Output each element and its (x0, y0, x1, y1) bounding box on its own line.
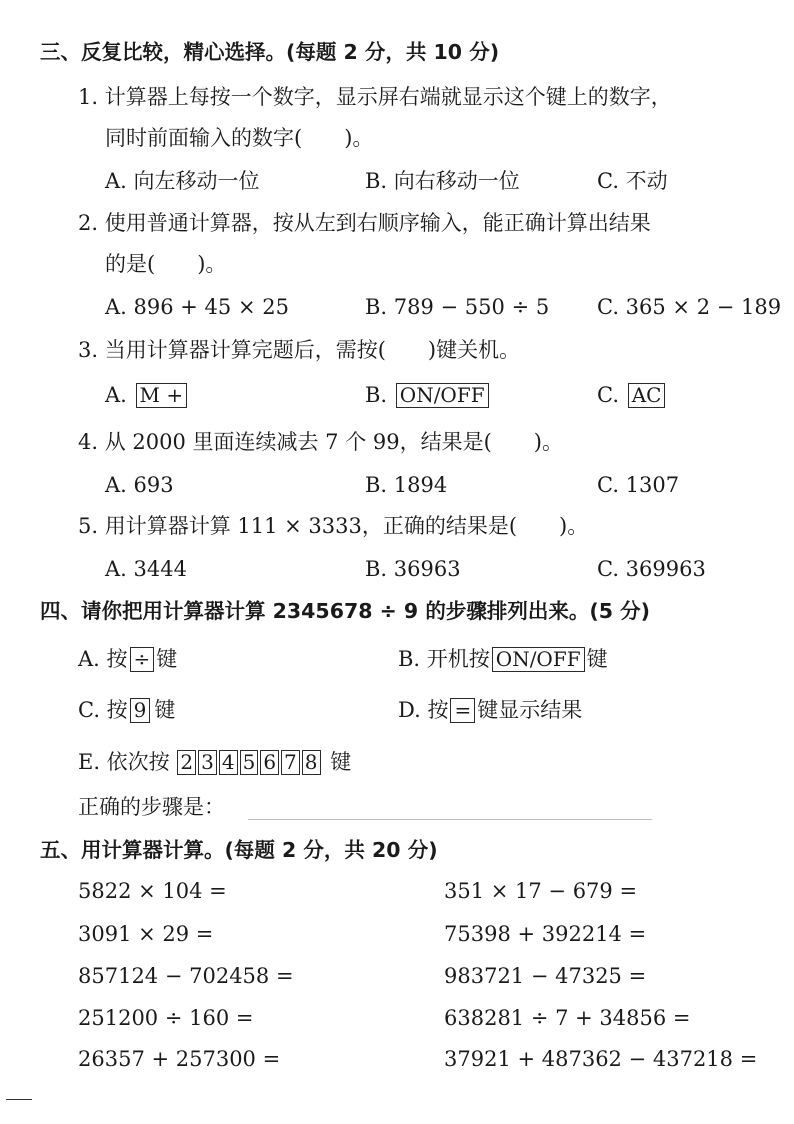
q4-text: 4. 从 2000 里面连续减去 7 个 99，结果是( )。 (78, 430, 563, 454)
calc-right-5: 37921 + 487362 − 437218 = (444, 1047, 758, 1071)
calc-left-4: 251200 ÷ 160 = (78, 1006, 254, 1030)
q4-option-b[interactable]: B. 1894 (365, 473, 448, 497)
step-e-suffix: 键 (330, 750, 352, 774)
q1-text-line2: 同时前面输入的数字( )。 (105, 126, 374, 150)
q1-option-c[interactable]: C. 不动 (597, 169, 668, 193)
digit-key: 3 (198, 750, 217, 775)
step-a (78, 647, 177, 672)
digit-key: 6 (260, 750, 279, 775)
digit-key: 2 (177, 750, 196, 775)
page-corner-mark (6, 1099, 32, 1100)
step-e-prefix: E. 依次按 (78, 750, 170, 774)
step-a-suffix: 键 (156, 647, 178, 671)
option-letter: C. (597, 383, 619, 407)
option-letter: A. (105, 383, 127, 407)
q1-text-line1: 1. 计算器上每按一个数字，显示屏右端就显示这个键上的数字， (78, 85, 672, 109)
q2-option-b[interactable]: B. 789 − 550 ÷ 5 (365, 295, 550, 319)
q5-option-a[interactable]: A. 3444 (105, 557, 187, 581)
q5-option-b[interactable]: B. 36963 (365, 557, 461, 581)
section-3-title: 三、反复比较，精心选择。(每题 2 分，共 10 分) (40, 40, 500, 64)
q3-option-a[interactable] (105, 383, 189, 408)
m-plus-key: M + (136, 383, 188, 408)
q1-option-a[interactable]: A. 向左移动一位 (105, 169, 260, 193)
q4-option-a[interactable]: A. 693 (105, 473, 174, 497)
calc-right-2: 75398 + 392214 = (444, 922, 647, 946)
divide-key: ÷ (130, 647, 155, 672)
q5-option-c[interactable]: C. 369963 (597, 557, 706, 581)
step-b (398, 647, 608, 672)
calc-left-3: 857124 − 702458 = (78, 964, 294, 988)
digit-key: 8 (302, 750, 321, 775)
equals-key: = (450, 698, 475, 723)
q2-text-line1: 2. 使用普通计算器，按从左到右顺序输入，能正确计算出结果 (78, 211, 651, 235)
answer-label: 正确的步骤是： (78, 795, 225, 819)
step-c (78, 698, 177, 723)
q1-option-b[interactable]: B. 向右移动一位 (365, 169, 520, 193)
calc-right-3: 983721 − 47325 = (444, 964, 647, 988)
calc-left-2: 3091 × 29 = (78, 922, 214, 946)
digit-key: 4 (219, 750, 238, 775)
digit-key: 7 (281, 750, 300, 775)
step-c-prefix: C. 按 (78, 698, 128, 722)
calc-right-4: 638281 ÷ 7 + 34856 = (444, 1006, 691, 1030)
calc-right-1: 351 × 17 − 679 = (444, 879, 638, 903)
step-d-suffix: 键显示结果 (477, 698, 583, 722)
ac-key: AC (628, 383, 666, 408)
q2-option-c[interactable]: C. 365 × 2 − 189 (597, 295, 782, 319)
q3-text: 3. 当用计算器计算完题后，需按( )键关机。 (78, 338, 521, 362)
step-b-prefix: B. 开机按 (398, 647, 490, 671)
step-d-prefix: D. 按 (398, 698, 449, 722)
q3-option-b[interactable] (365, 383, 491, 408)
step-e (78, 750, 353, 775)
digit-key: 5 (240, 750, 259, 775)
section-5-title: 五、用计算器计算。(每题 2 分，共 20 分) (40, 838, 438, 862)
on-off-key: ON/OFF (396, 383, 489, 408)
option-letter: B. (365, 383, 388, 407)
step-d (398, 698, 582, 723)
q4-option-c[interactable]: C. 1307 (597, 473, 680, 497)
nine-key: 9 (130, 698, 151, 723)
section-4-title: 四、请你把用计算器计算 2345678 ÷ 9 的步骤排列出来。(5 分) (40, 599, 650, 623)
step-c-suffix: 键 (154, 698, 176, 722)
q2-option-a[interactable]: A. 896 + 45 × 25 (105, 295, 289, 319)
step-a-prefix: A. 按 (78, 647, 128, 671)
q2-text-line2: 的是( )。 (105, 252, 227, 276)
q5-text: 5. 用计算器计算 111 × 3333，正确的结果是( )。 (78, 514, 589, 538)
calc-left-1: 5822 × 104 = (78, 879, 227, 903)
on-off-key: ON/OFF (492, 647, 585, 672)
calc-left-5: 26357 + 257300 = (78, 1047, 281, 1071)
answer-line[interactable] (248, 819, 652, 820)
step-b-suffix: 键 (586, 647, 608, 671)
q3-option-c[interactable] (597, 383, 667, 408)
